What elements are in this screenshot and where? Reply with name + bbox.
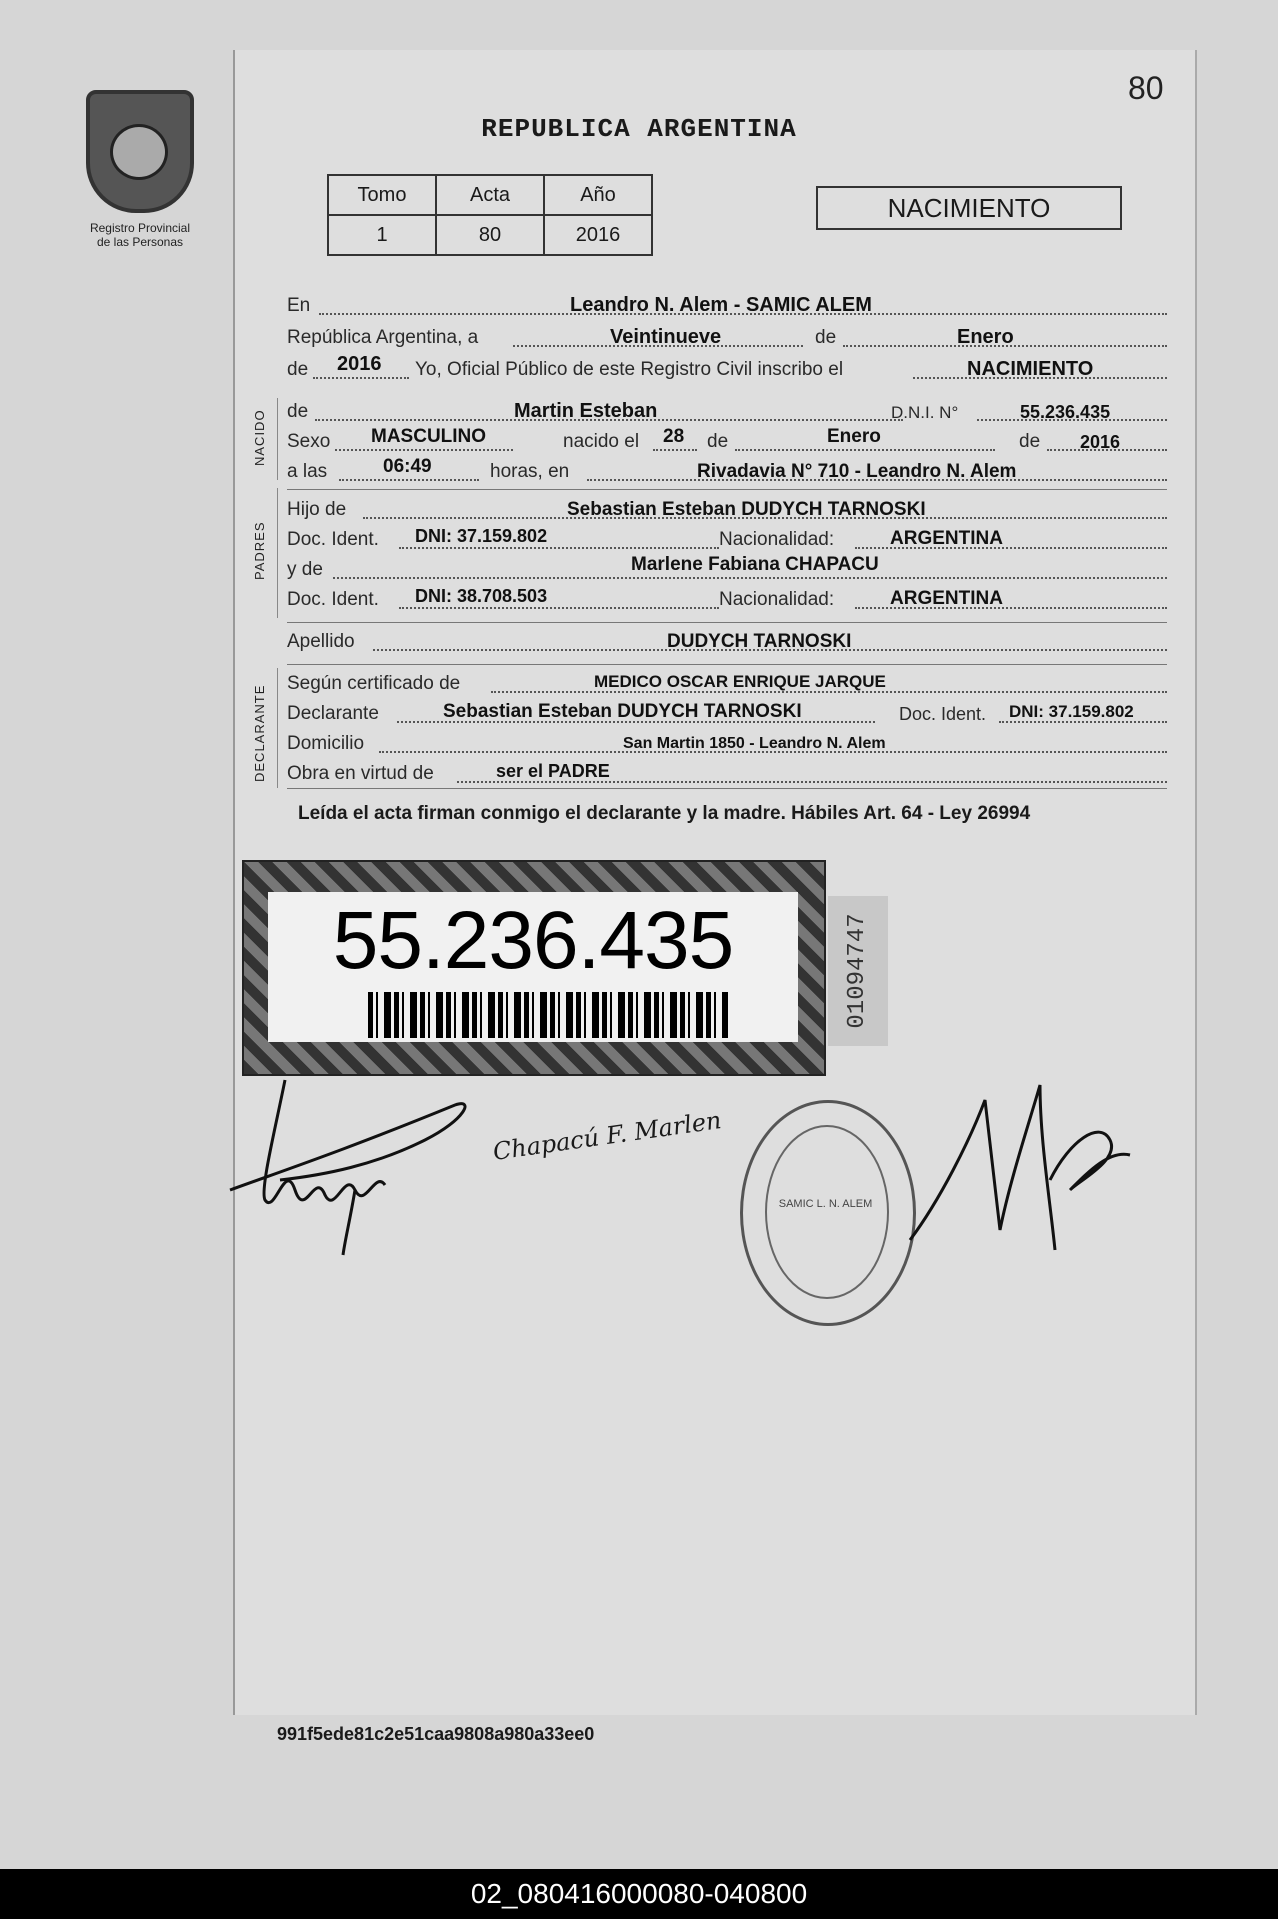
mes-value: Enero: [957, 326, 1014, 348]
row-declarante: Declarante Sebastian Esteban DUDYCH TARNOSKI Doc. Ident. DNI: 37.159.802: [287, 700, 1167, 728]
padre-value: Sebastian Esteban DUDYCH TARNOSKI: [567, 499, 926, 520]
record-type-box: NACIMIENTO: [816, 186, 1122, 230]
acta-value: 80: [436, 215, 544, 255]
declarante-section-label: DECLARANTE: [252, 684, 267, 782]
row-obra: Obra en virtud de ser el PADRE: [287, 760, 1167, 788]
row-oficial: de 2016 Yo, Oficial Público de este Registro Civil inscribo el NACIMIENTO: [287, 356, 1167, 384]
official-signature-icon: [900, 1080, 1150, 1270]
tomo-value: 1: [328, 215, 436, 255]
madre-value: Marlene Fabiana CHAPACU: [631, 554, 879, 575]
lugar-nac-value: Rivadavia N° 710 - Leandro N. Alem: [697, 461, 1017, 482]
declarante-divider: [277, 668, 278, 788]
domicilio-value: San Martin 1850 - Leandro N. Alem: [623, 735, 886, 752]
nacido-section-label: NACIDO: [252, 409, 267, 466]
mother-signature: Chapacú F. Marlen: [491, 1106, 724, 1166]
dni-value: 55.236.435: [1020, 402, 1111, 422]
dni-sticker: [242, 860, 826, 1076]
tomo-acta-anio-table: [327, 174, 653, 256]
nac-mes-value: Enero: [827, 426, 881, 447]
serial-number: 01094747: [844, 913, 871, 1029]
coat-of-arms-icon: [86, 90, 194, 213]
row-sexo-fecha-nac: Sexo MASCULINO nacido el 28 de Enero de 2016: [287, 428, 1167, 456]
logo-caption-2: de las Personas: [96, 235, 184, 249]
tomo-label: Tomo: [328, 175, 436, 215]
row-padre-doc: Doc. Ident. DNI: 37.159.802 Nacionalidad: ARGENTINA: [287, 526, 1167, 554]
declarant-signature-icon: [225, 1070, 485, 1260]
madre-doc-value: DNI: 38.708.503: [415, 586, 548, 606]
document-hash: 991f5ede81c2e51caa9808a980a33ee0: [277, 1724, 595, 1744]
tipo-acta-value: NACIMIENTO: [967, 358, 1094, 380]
obra-value: ser el PADRE: [496, 761, 610, 781]
padres-section-label: PADRES: [252, 521, 267, 580]
barcode-icon: [368, 992, 728, 1038]
logo-caption-1: Registro Provincial: [89, 221, 191, 235]
seal-center-text: SAMIC L. N. ALEM: [778, 1198, 873, 1210]
row-fecha: República Argentina, a Veintinueve de Enero: [287, 324, 1167, 352]
apellido-value: DUDYCH TARNOSKI: [667, 631, 852, 652]
nac-dia-value: 28: [663, 426, 685, 447]
anio-acta-value: 2016: [337, 353, 382, 375]
serial-label: [828, 896, 888, 1046]
registry-seal: [740, 1100, 916, 1326]
closing-note: Leída el acta firman conmigo el declarante y la madre. Hábiles Art. 64 - Ley 26994: [298, 803, 1031, 824]
row-madre-doc: Doc. Ident. DNI: 38.708.503 Nacionalidad: ARGENTINA: [287, 586, 1167, 614]
dia-value: Veintinueve: [610, 326, 722, 348]
nac-anio-value: 2016: [1080, 432, 1121, 452]
acta-label: Acta: [436, 175, 544, 215]
declarante-doc-value: DNI: 37.159.802: [1009, 702, 1134, 721]
row-nombre: de Martin Esteban D.N.I. N° 55.236.435: [287, 398, 1167, 426]
lugar-value: Leandro N. Alem - SAMIC ALEM: [570, 294, 872, 316]
hora-value: 06:49: [383, 456, 432, 477]
padres-divider: [277, 488, 278, 618]
file-id-footer: 02_080416000080-040800: [0, 1869, 1278, 1919]
padre-nac-value: ARGENTINA: [890, 528, 1003, 549]
sticker-dni-number: 55.236.435: [332, 895, 734, 986]
padre-doc-value: DNI: 37.159.802: [415, 526, 548, 546]
row-padre: Hijo de Sebastian Esteban DUDYCH TARNOSKI: [287, 496, 1167, 524]
row-hora-lugar: a las 06:49 horas, en Rivadavia N° 710 - Leandro N. Alem: [287, 458, 1167, 486]
row-domicilio: Domicilio San Martin 1850 - Leandro N. Alem: [287, 730, 1167, 758]
declarante-value: Sebastian Esteban DUDYCH TARNOSKI: [443, 701, 802, 722]
row-apellido: Apellido DUDYCH TARNOSKI: [287, 628, 1167, 656]
anio-label: Año: [544, 175, 652, 215]
certificado-value: MEDICO OSCAR ENRIQUE JARQUE: [594, 672, 886, 691]
anio-value: 2016: [544, 215, 652, 255]
nombre-value: Martin Esteban: [514, 400, 658, 422]
sexo-value: MASCULINO: [371, 426, 487, 447]
row-madre: y de Marlene Fabiana CHAPACU: [287, 556, 1167, 584]
row-certificado: Según certificado de MEDICO OSCAR ENRIQUE JARQUE: [287, 670, 1167, 698]
row-lugar: En Leandro N. Alem - SAMIC ALEM: [287, 292, 1167, 320]
madre-nac-value: ARGENTINA: [890, 588, 1003, 609]
country-heading: REPUBLICA ARGENTINA: [481, 114, 797, 144]
page-number: 80: [1128, 70, 1164, 106]
nacido-divider: [277, 398, 278, 480]
